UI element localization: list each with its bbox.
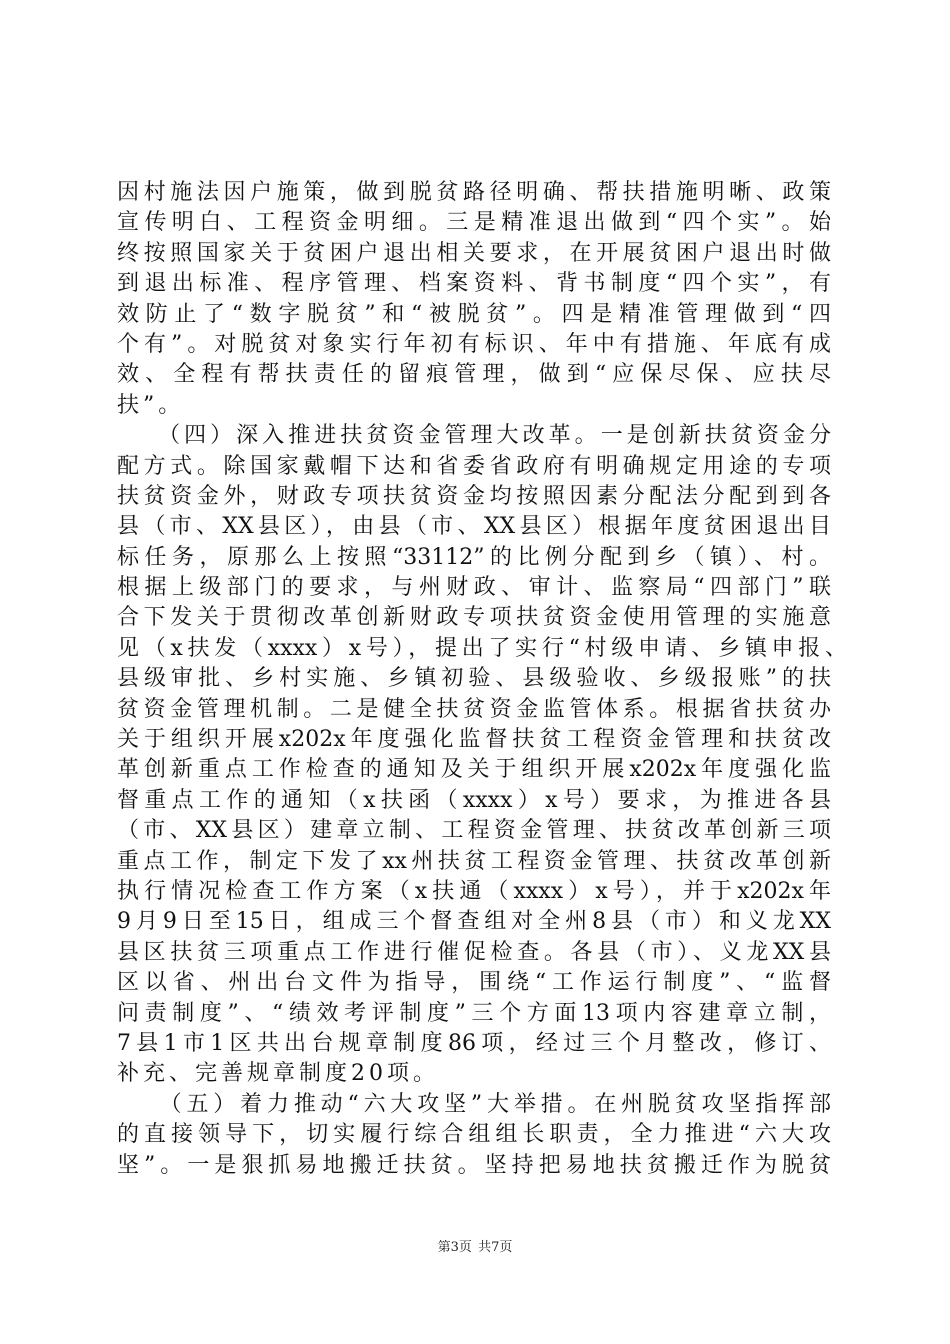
text-line: 宣传明白、工程资金明细。三是精准退出做到“四个实”。始	[117, 210, 831, 236]
text-line-paragraph-end: 补充、完善规章制度20项。	[117, 1061, 439, 1087]
text-line: 个有”。对脱贫对象实行年初有标识、年中有措施、年底有成	[117, 331, 831, 357]
text-line: 县级审批、乡村实施、乡镇初验、县级验收、乡级报账”的扶	[117, 666, 831, 692]
text-line: 的直接领导下，切实履行综合组组长职责，全力推进“六大攻	[117, 1122, 831, 1148]
page-footer	[0, 1236, 950, 1255]
text-line: 终按照国家关于贫困户退出相关要求，在开展贫困户退出时做	[117, 240, 831, 266]
text-line: 7县1市1区共出台规章制度86项，经过三个月整改，修订、	[117, 1030, 831, 1056]
text-line: 区以省、州出台文件为指导，围绕“工作运行制度”、“监督	[117, 970, 831, 996]
text-line: 坚”。一是狠抓易地搬迁扶贫。坚持把易地扶贫搬迁作为脱贫	[117, 1152, 831, 1178]
document-body	[117, 178, 847, 1181]
text-line: 根据上级部门的要求，与州财政、审计、监察局“四部门”联	[117, 575, 831, 601]
text-line: 重点工作，制定下发了xx州扶贫工程资金管理、扶贫改革创新	[117, 848, 831, 874]
text-line: 到退出标准、程序管理、档案资料、背书制度“四个实”，有	[117, 271, 831, 297]
text-line: 县区扶贫三项重点工作进行催促检查。各县（市）、义龙XX县	[117, 939, 831, 965]
text-line: 标任务，原那么上按照“33112”的比例分配到乡（镇）、村。	[117, 544, 831, 570]
text-line: 县（市、XX县区），由县（市、XX县区）根据年度贫困退出目	[117, 514, 831, 540]
text-line-paragraph-end: 扶”。	[117, 392, 185, 418]
text-line: 扶贫资金外，财政专项扶贫资金均按照因素分配法分配到到各	[117, 483, 831, 509]
text-line: 效防止了“数字脱贫”和“被脱贫”。四是精准管理做到“四	[117, 301, 831, 327]
text-line: 执行情况检查工作方案（x扶通（xxxx）x号），并于x202x年	[117, 878, 831, 904]
page-number: 第3页	[437, 1240, 472, 1255]
section-heading-line: （四）深入推进扶贫资金管理大改革。一是创新扶贫资金分	[117, 423, 831, 449]
text-line: 因村施法因户施策，做到脱贫路径明确、帮扶措施明晰、政策	[117, 180, 831, 205]
text-line: 问责制度”、“绩效考评制度”三个方面13项内容建章立制，	[117, 1000, 831, 1026]
text-line: 革创新重点工作检查的通知及关于组织开展x202x年度强化监	[117, 757, 831, 783]
text-line: 效、全程有帮扶责任的留痕管理，做到“应保尽保、应扶尽	[117, 362, 831, 388]
text-line: （市、XX县区）建章立制、工程资金管理、扶贫改革创新三项	[117, 818, 831, 844]
text-line: 贫资金管理机制。二是健全扶贫资金监管体系。根据省扶贫办	[117, 696, 831, 722]
text-line: 配方式。除国家戴帽下达和省委省政府有明确规定用途的专项	[117, 453, 831, 479]
text-line: 关于组织开展x202x年度强化监督扶贫工程资金管理和扶贫改	[117, 727, 831, 753]
text-line: 9月9日至15日，组成三个督查组对全州8县（市）和义龙XX	[117, 909, 831, 935]
text-line: 督重点工作的通知（x扶函（xxxx）x号）要求，为推进各县	[117, 787, 831, 813]
text-line: 合下发关于贯彻改革创新财政专项扶贫资金使用管理的实施意	[117, 605, 831, 631]
section-heading-line: （五）着力推动“六大攻坚”大举措。在州脱贫攻坚指挥部	[117, 1091, 831, 1117]
page-total: 共7页	[478, 1240, 513, 1255]
text-line: 见（x扶发（xxxx）x号），提出了实行“村级申请、乡镇申报、	[117, 635, 847, 661]
